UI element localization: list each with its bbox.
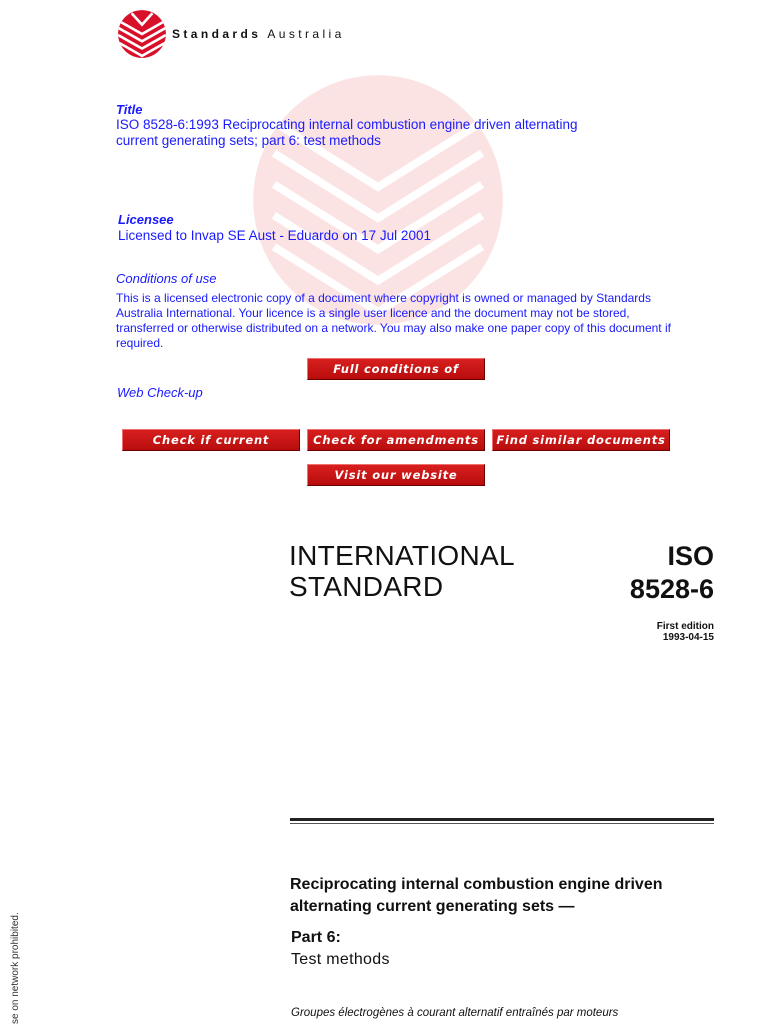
document-subject: Reciprocating internal combustion engine driven alternating current generating sets — bbox=[290, 876, 663, 915]
conditions-label: Conditions of use bbox=[116, 271, 217, 286]
licensee-text: Licensed to Invap SE Aust - Eduardo on 17 Jul 2001 bbox=[118, 228, 431, 243]
licensee-label: Licensee bbox=[118, 212, 174, 227]
title-label: Title bbox=[116, 102, 143, 117]
divider-thin bbox=[290, 823, 714, 824]
logo-text: Standards Australia bbox=[172, 27, 345, 41]
logo-icon bbox=[116, 8, 168, 60]
check-if-current-button[interactable]: Check if current bbox=[122, 429, 300, 451]
part-number: Part 6: bbox=[291, 929, 341, 946]
full-conditions-button[interactable]: Full conditions of licence bbox=[307, 358, 485, 380]
visit-website-button[interactable]: Visit our website bbox=[307, 464, 485, 486]
french-title: Groupes électrogènes à courant alternatif entraînés par moteurs bbox=[291, 1007, 619, 1019]
conditions-text: This is a licensed electronic copy of a document where copyright is owned or managed by Standards Australia International. Your licence is a single user licence and the document may not be stored, transferred or otherwise distributed on a network. You may also make one paper copy of this document if required. bbox=[116, 291, 671, 350]
standards-australia-logo bbox=[116, 8, 345, 60]
web-checkup-label: Web Check-up bbox=[117, 385, 203, 400]
part-title: Test methods bbox=[291, 951, 390, 968]
title-line-1: ISO 8528-6:1993 Reciprocating internal combustion engine driven alternating bbox=[116, 117, 578, 132]
find-similar-documents-button[interactable]: Find similar documents bbox=[492, 429, 670, 451]
check-for-amendments-button[interactable]: Check for amendments bbox=[307, 429, 485, 451]
international-standard-heading: INTERNATIONAL STANDARD bbox=[289, 540, 515, 602]
side-note: se on network prohibited. bbox=[10, 912, 21, 1024]
iso-number: ISO 8528-6 bbox=[629, 541, 714, 604]
edition-info: First edition 1993-04-15 bbox=[656, 621, 714, 643]
title-line-2: current generating sets; part 6: test methods bbox=[116, 133, 381, 148]
divider-thick bbox=[290, 818, 714, 821]
